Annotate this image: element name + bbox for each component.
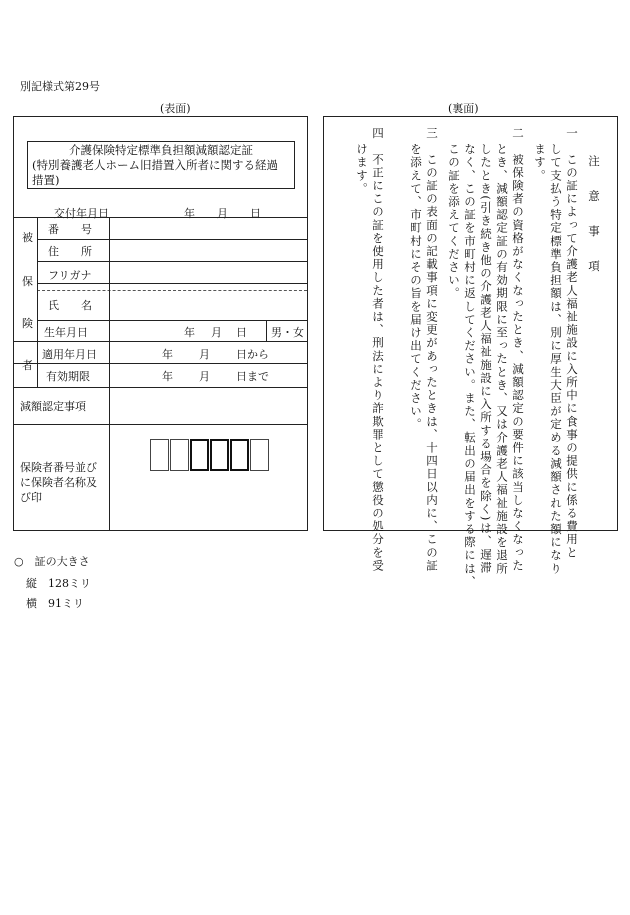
note-2-line-2: とき、減額認定証の有効期限に至ったとき、又は介護老人福祉施設を退所 (495, 143, 509, 576)
applicable-year-unit: 年 (162, 348, 173, 361)
title-line-3: 措置) (32, 173, 60, 187)
back-card (323, 116, 618, 589)
title-line-1: 介護保険特定標準負担額減額認定証 (69, 143, 253, 157)
insured-label-char-2: 保 (22, 275, 33, 288)
gender-options: 男・女 (271, 326, 304, 339)
insurer-digit-box-1 (150, 439, 169, 471)
insured-label-char-3: 険 (22, 317, 33, 330)
card-size-heading: ○ 証の大きさ (14, 555, 90, 568)
insurer-label-line-1: 保険者番号並び (20, 461, 97, 474)
note-3-line-2: を添えて、市町村にその旨を届け出てください。 (409, 143, 423, 432)
notes-heading: 注 意 事 項 (587, 155, 601, 278)
form-number: 別記様式第29号 (20, 80, 100, 93)
applicable-month-unit: 月 (199, 348, 210, 361)
insurer-label-line-2: に保険者名称及 (20, 476, 97, 489)
insured-label-char-1: 被 (22, 231, 33, 244)
card-height: 縦 128ミリ (26, 577, 91, 590)
note-1-line-3: ます。 (533, 143, 547, 183)
note-2-line-3: したとき(引き続き他の介護老人福祉施設に入所する場合を除く)は、遅滞 (479, 143, 493, 575)
birth-year-unit: 年 (184, 326, 195, 339)
insurer-digit-box-2 (170, 439, 189, 471)
note-1-line-2: して支払う特定標準負担額は、別に厚生大臣が定める減額された額になり (549, 143, 563, 576)
insurer-digit-box-4 (210, 439, 229, 471)
address-label: 住 所 (48, 245, 92, 258)
month-unit: 月 (217, 207, 228, 220)
valid-suffix: 日まで (236, 370, 269, 383)
applicable-suffix: 日から (236, 348, 269, 361)
insurer-digit-box-5 (230, 439, 249, 471)
applicable-date-label: 適用年月日 (42, 348, 97, 361)
back-side-label: (裏面) (448, 102, 479, 115)
card-width: 横 91ミリ (26, 597, 84, 610)
note-3-line-1: 三 この証の表面の記載事項に変更があったときは、十四日以内に、この証 (425, 127, 439, 573)
title-line-2: (特別養護老人ホーム旧措置入所者に関する経過 (32, 158, 278, 172)
front-side-label: (表面) (160, 102, 191, 115)
name-label: 氏 名 (48, 299, 92, 312)
valid-year-unit: 年 (162, 370, 173, 383)
note-2-line-1: 二 被保険者の資格がなくなったとき、減額認定の要件に該当しなくなった (511, 127, 525, 573)
birth-day-unit: 日 (236, 326, 247, 339)
insurer-digit-box-3 (190, 439, 209, 471)
year-unit: 年 (184, 207, 195, 220)
note-4-line-1: 四 不正にこの証を使用した者は、刑法により詐欺罪として懲役の処分を受 (371, 127, 385, 573)
issue-date-label: 交付年月日 (54, 207, 109, 220)
insurer-label (20, 460, 97, 505)
issue-date-units (184, 205, 283, 221)
day-unit: 日 (250, 207, 261, 220)
front-card (13, 116, 308, 531)
insurer-label-line-3: び印 (20, 491, 42, 504)
valid-month-unit: 月 (199, 370, 210, 383)
certificate-title (27, 141, 295, 189)
note-4-line-2: けます。 (355, 143, 369, 196)
insured-label-char-4: 者 (22, 359, 33, 372)
reduction-items-label: 減額認定事項 (20, 400, 86, 413)
number-label: 番 号 (48, 223, 92, 236)
furigana-label: フリガナ (48, 269, 92, 282)
birth-month-unit: 月 (211, 326, 222, 339)
insurer-digit-box-6 (250, 439, 269, 471)
note-1-line-1: 一 この証によって介護老人福祉施設に入所中に食事の提供に係る費用と (565, 127, 579, 560)
valid-period-label: 有効期限 (46, 370, 90, 383)
note-2-line-4: なく、この証を市町村に返してください。また、転出の届出をする際には、 (463, 143, 477, 589)
birth-date-label: 生年月日 (44, 326, 88, 339)
note-2-line-5: この証を添えてください。 (447, 143, 461, 301)
